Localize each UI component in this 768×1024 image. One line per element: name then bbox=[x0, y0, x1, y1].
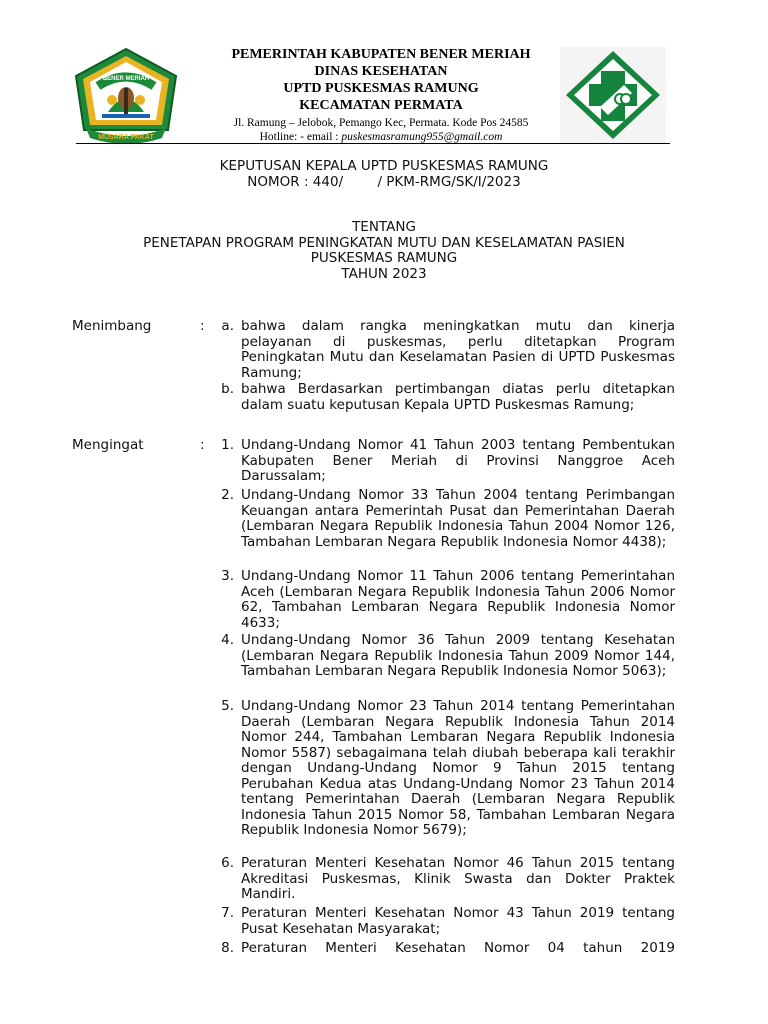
mengingat-item: Undang-Undang Nomor 11 Tahun 2006 tentang Pemerintahan Aceh (Lembaran Negara Republik Indonesia Tahun 2006 Nomor 62, Tambahan Lembaran Negara Republik Indonesia Nomor 4633; bbox=[241, 568, 675, 631]
list-marker: b. bbox=[221, 381, 234, 397]
subject-heading: TENTANG bbox=[352, 219, 416, 235]
crest-bottom-text: MUSARA PAKAT bbox=[98, 134, 154, 141]
mengingat-item: Undang-Undang Nomor 41 Tahun 2003 tentang Pembentukan Kabupaten Bener Meriah di Provinsi Nanggroe Aceh Darussalam; bbox=[241, 437, 675, 484]
decree-title: KEPUTUSAN KEPALA UPTD PUSKESMAS RAMUNG bbox=[219, 158, 549, 174]
mengingat-item: Undang-Undang Nomor 23 Tahun 2014 tentang Pemerintahan Daerah (Lembaran Negara Republik Indonesia Tahun 2014 Nomor 244, Tambahan Lembaran Negara Republik Indonesia Nomor 5587) sebagaimana telah diubah beberapa kali terakhir dengan Undang-Undang Nomor 9 Tahun 2015 tentang Perubahan Kedua atas Undang-Undang Nomor 23 Tahun 2014 tentang Pemerintahan Daerah (Lembaran Negara Republik Indonesia Tahun 2015 Nomor 58, Tambahan Lembaran Negara Republik Indonesia Nomor 5679); bbox=[241, 698, 675, 838]
mengingat-item: Peraturan Menteri Kesehatan Nomor 04 tahun 2019 bbox=[241, 940, 675, 956]
mengingat-colon: : bbox=[200, 437, 205, 453]
list-marker: 6. bbox=[221, 855, 234, 871]
menimbang-colon: : bbox=[200, 318, 205, 334]
list-marker: 2. bbox=[221, 487, 234, 503]
puskesmas-cross-icon bbox=[560, 47, 666, 143]
letterhead bbox=[186, 46, 576, 144]
decree-number: NOMOR : 440/ / PKM-RMG/SK/I/2023 bbox=[247, 174, 521, 190]
list-marker: 4. bbox=[221, 632, 234, 648]
letterhead-district: KECAMATAN PERMATA bbox=[299, 98, 463, 113]
letterhead-address: Jl. Ramung – Jelobok, Pemango Kec, Permata. Kode Pos 24585 bbox=[233, 117, 529, 129]
list-marker: 5. bbox=[221, 698, 234, 714]
menimbang-item: bahwa dalam rangka meningkatkan mutu dan kinerja pelayanan di puskesmas, perlu ditetapkan Program Peningkatan Mutu dan Keselamatan Pasien di UPTD Puskesmas Ramung; bbox=[241, 318, 675, 381]
list-marker: 8. bbox=[221, 940, 234, 956]
mengingat-item: Undang-Undang Nomor 36 Tahun 2009 tentang Kesehatan (Lembaran Negara Republik Indonesia Tahun 2009 Nomor 144, Tambahan Lembaran Negara Republik Indonesia Nomor 5063); bbox=[241, 632, 675, 679]
subject-line-1: PENETAPAN PROGRAM PENINGKATAN MUTU DAN KESELAMATAN PASIEN bbox=[143, 235, 625, 251]
letterhead-divider bbox=[76, 143, 670, 144]
subject-line-2: PUSKESMAS RAMUNG bbox=[310, 250, 458, 266]
menimbang-item: bahwa Berdasarkan pertimbangan diatas perlu ditetapkan dalam suatu keputusan Kepala UPTD Puskesmas Ramung; bbox=[241, 381, 675, 413]
hotline-label: Hotline: - email : bbox=[259, 131, 342, 143]
crest-top-text: BENER MERIAH bbox=[102, 76, 150, 82]
list-marker: 3. bbox=[221, 568, 234, 584]
letterhead-unit: UPTD PUSKESMAS RAMUNG bbox=[283, 81, 479, 96]
mengingat-item: Peraturan Menteri Kesehatan Nomor 43 Tahun 2019 tentang Pusat Kesehatan Masyarakat; bbox=[241, 905, 675, 937]
mengingat-item: Peraturan Menteri Kesehatan Nomor 46 Tahun 2015 tentang Akreditasi Puskesmas, Klinik Swasta dan Dokter Praktek Mandiri. bbox=[241, 855, 675, 902]
menimbang-label: Menimbang bbox=[72, 318, 152, 334]
list-marker: 7. bbox=[221, 905, 234, 921]
letterhead-contact bbox=[186, 130, 576, 144]
list-marker: 1. bbox=[221, 437, 234, 453]
letterhead-agency: DINAS KESEHATAN bbox=[314, 64, 448, 79]
regency-crest-icon bbox=[72, 46, 180, 146]
subject-line-3: TAHUN 2023 bbox=[341, 266, 427, 282]
mengingat-label: Mengingat bbox=[72, 437, 144, 453]
email-address: puskesmasramung955@gmail.com bbox=[341, 131, 503, 143]
list-marker: a. bbox=[221, 318, 234, 334]
mengingat-item: Undang-Undang Nomor 33 Tahun 2004 tentang Perimbangan Keuangan antara Pemerintah Pusat dan Pemerintahan Daerah (Lembaran Negara Republik Indonesia Tahun 2004 Nomor 126, Tambahan Lembaran Negara Republik Indonesia Nomor 4438); bbox=[241, 487, 675, 550]
letterhead-government: PEMERINTAH KABUPATEN BENER MERIAH bbox=[231, 47, 531, 62]
